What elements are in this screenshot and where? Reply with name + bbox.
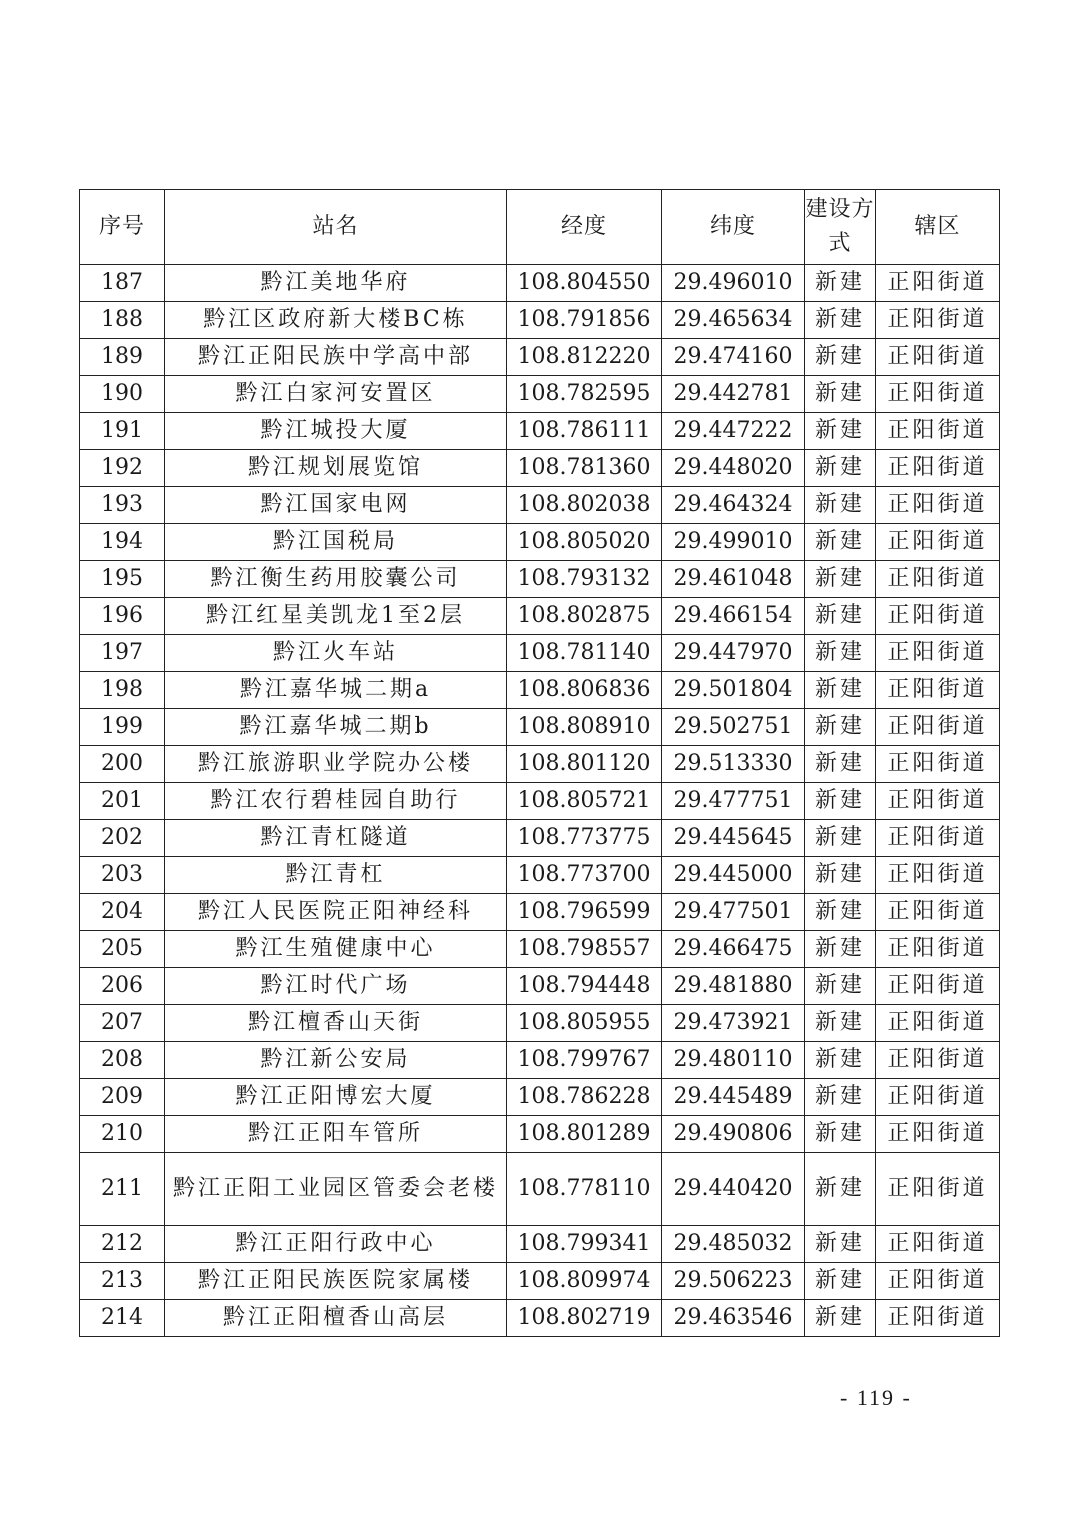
cell-build-type: 新建 — [805, 598, 876, 635]
table-row — [80, 1116, 1000, 1153]
table-row — [80, 635, 1000, 672]
cell-no: 198 — [80, 672, 165, 709]
cell-longitude: 108.799341 — [507, 1226, 662, 1263]
cell-build-type: 新建 — [805, 709, 876, 746]
cell-name: 黔江国家电网 — [165, 487, 507, 524]
cell-district: 正阳街道 — [876, 1300, 1000, 1337]
cell-latitude: 29.513330 — [662, 746, 805, 783]
table-header-row — [80, 190, 1000, 265]
cell-no: 194 — [80, 524, 165, 561]
cell-name: 黔江区政府新大楼BC栋 — [165, 302, 507, 339]
cell-latitude: 29.501804 — [662, 672, 805, 709]
cell-longitude: 108.786111 — [507, 413, 662, 450]
cell-latitude: 29.481880 — [662, 968, 805, 1005]
cell-latitude: 29.490806 — [662, 1116, 805, 1153]
cell-build-type: 新建 — [805, 820, 876, 857]
cell-longitude: 108.786228 — [507, 1079, 662, 1116]
cell-latitude: 29.480110 — [662, 1042, 805, 1079]
cell-district: 正阳街道 — [876, 709, 1000, 746]
cell-build-type: 新建 — [805, 931, 876, 968]
cell-build-type: 新建 — [805, 450, 876, 487]
cell-no: 195 — [80, 561, 165, 598]
cell-name: 黔江新公安局 — [165, 1042, 507, 1079]
cell-name: 黔江国税局 — [165, 524, 507, 561]
header-longitude: 经度 — [507, 190, 662, 265]
cell-latitude: 29.502751 — [662, 709, 805, 746]
cell-no: 190 — [80, 376, 165, 413]
cell-latitude: 29.466154 — [662, 598, 805, 635]
cell-build-type: 新建 — [805, 265, 876, 302]
cell-longitude: 108.806836 — [507, 672, 662, 709]
cell-latitude: 29.461048 — [662, 561, 805, 598]
cell-longitude: 108.793132 — [507, 561, 662, 598]
cell-district: 正阳街道 — [876, 1226, 1000, 1263]
cell-no: 200 — [80, 746, 165, 783]
cell-no: 196 — [80, 598, 165, 635]
cell-no: 192 — [80, 450, 165, 487]
cell-name: 黔江美地华府 — [165, 265, 507, 302]
table-row — [80, 894, 1000, 931]
header-build-type: 建设方式 — [805, 190, 876, 265]
table-row — [80, 1263, 1000, 1300]
table-row — [80, 1079, 1000, 1116]
cell-build-type: 新建 — [805, 1263, 876, 1300]
cell-longitude: 108.805721 — [507, 783, 662, 820]
table-row — [80, 1042, 1000, 1079]
cell-build-type: 新建 — [805, 1116, 876, 1153]
cell-latitude: 29.447970 — [662, 635, 805, 672]
cell-name: 黔江农行碧桂园自助行 — [165, 783, 507, 820]
cell-no: 206 — [80, 968, 165, 1005]
cell-longitude: 108.781140 — [507, 635, 662, 672]
cell-name: 黔江白家河安置区 — [165, 376, 507, 413]
table-row — [80, 487, 1000, 524]
cell-district: 正阳街道 — [876, 1263, 1000, 1300]
cell-name: 黔江正阳檀香山高层 — [165, 1300, 507, 1337]
table-body — [80, 265, 1000, 1337]
cell-district: 正阳街道 — [876, 265, 1000, 302]
cell-district: 正阳街道 — [876, 635, 1000, 672]
cell-latitude: 29.447222 — [662, 413, 805, 450]
cell-longitude: 108.782595 — [507, 376, 662, 413]
cell-district: 正阳街道 — [876, 1079, 1000, 1116]
cell-name: 黔江火车站 — [165, 635, 507, 672]
cell-district: 正阳街道 — [876, 1153, 1000, 1226]
cell-build-type: 新建 — [805, 376, 876, 413]
cell-latitude: 29.442781 — [662, 376, 805, 413]
cell-longitude: 108.796599 — [507, 894, 662, 931]
cell-latitude: 29.448020 — [662, 450, 805, 487]
cell-name: 黔江衡生药用胶囊公司 — [165, 561, 507, 598]
cell-district: 正阳街道 — [876, 746, 1000, 783]
table-row — [80, 598, 1000, 635]
cell-no: 201 — [80, 783, 165, 820]
cell-build-type: 新建 — [805, 1300, 876, 1337]
cell-no: 212 — [80, 1226, 165, 1263]
cell-no: 203 — [80, 857, 165, 894]
cell-name: 黔江城投大厦 — [165, 413, 507, 450]
cell-district: 正阳街道 — [876, 1042, 1000, 1079]
cell-name: 黔江时代广场 — [165, 968, 507, 1005]
cell-name: 黔江嘉华城二期a — [165, 672, 507, 709]
cell-district: 正阳街道 — [876, 894, 1000, 931]
cell-longitude: 108.791856 — [507, 302, 662, 339]
cell-no: 207 — [80, 1005, 165, 1042]
table-row — [80, 1153, 1000, 1226]
cell-name: 黔江人民医院正阳神经科 — [165, 894, 507, 931]
table-row — [80, 746, 1000, 783]
cell-district: 正阳街道 — [876, 487, 1000, 524]
cell-no: 193 — [80, 487, 165, 524]
cell-name: 黔江檀香山天街 — [165, 1005, 507, 1042]
cell-name: 黔江正阳工业园区管委会老楼 — [165, 1153, 507, 1226]
cell-no: 211 — [80, 1153, 165, 1226]
cell-latitude: 29.465634 — [662, 302, 805, 339]
cell-district: 正阳街道 — [876, 524, 1000, 561]
cell-district: 正阳街道 — [876, 857, 1000, 894]
table-row — [80, 931, 1000, 968]
table-row — [80, 524, 1000, 561]
cell-no: 204 — [80, 894, 165, 931]
table-row — [80, 709, 1000, 746]
cell-longitude: 108.773700 — [507, 857, 662, 894]
cell-latitude: 29.445645 — [662, 820, 805, 857]
cell-latitude: 29.473921 — [662, 1005, 805, 1042]
table-row — [80, 561, 1000, 598]
cell-no: 202 — [80, 820, 165, 857]
cell-no: 214 — [80, 1300, 165, 1337]
cell-name: 黔江正阳民族医院家属楼 — [165, 1263, 507, 1300]
cell-district: 正阳街道 — [876, 931, 1000, 968]
cell-longitude: 108.804550 — [507, 265, 662, 302]
cell-longitude: 108.799767 — [507, 1042, 662, 1079]
station-table — [79, 189, 1000, 1337]
cell-longitude: 108.778110 — [507, 1153, 662, 1226]
cell-name: 黔江规划展览馆 — [165, 450, 507, 487]
header-district: 辖区 — [876, 190, 1000, 265]
cell-latitude: 29.464324 — [662, 487, 805, 524]
cell-longitude: 108.809974 — [507, 1263, 662, 1300]
cell-latitude: 29.506223 — [662, 1263, 805, 1300]
cell-build-type: 新建 — [805, 894, 876, 931]
cell-name: 黔江青杠隧道 — [165, 820, 507, 857]
header-latitude: 纬度 — [662, 190, 805, 265]
cell-build-type: 新建 — [805, 339, 876, 376]
cell-district: 正阳街道 — [876, 598, 1000, 635]
cell-build-type: 新建 — [805, 783, 876, 820]
cell-build-type: 新建 — [805, 1005, 876, 1042]
cell-latitude: 29.463546 — [662, 1300, 805, 1337]
cell-latitude: 29.499010 — [662, 524, 805, 561]
table-row — [80, 413, 1000, 450]
cell-latitude: 29.466475 — [662, 931, 805, 968]
table-row — [80, 1005, 1000, 1042]
table-row — [80, 450, 1000, 487]
cell-build-type: 新建 — [805, 635, 876, 672]
cell-name: 黔江正阳民族中学高中部 — [165, 339, 507, 376]
cell-district: 正阳街道 — [876, 672, 1000, 709]
cell-longitude: 108.802875 — [507, 598, 662, 635]
cell-no: 197 — [80, 635, 165, 672]
cell-district: 正阳街道 — [876, 339, 1000, 376]
table-row — [80, 857, 1000, 894]
cell-name: 黔江旅游职业学院办公楼 — [165, 746, 507, 783]
cell-latitude: 29.440420 — [662, 1153, 805, 1226]
table-row — [80, 302, 1000, 339]
cell-longitude: 108.801120 — [507, 746, 662, 783]
cell-latitude: 29.477501 — [662, 894, 805, 931]
cell-longitude: 108.773775 — [507, 820, 662, 857]
cell-no: 205 — [80, 931, 165, 968]
cell-district: 正阳街道 — [876, 1005, 1000, 1042]
cell-district: 正阳街道 — [876, 413, 1000, 450]
cell-longitude: 108.781360 — [507, 450, 662, 487]
cell-latitude: 29.445000 — [662, 857, 805, 894]
table-row — [80, 820, 1000, 857]
table-row — [80, 376, 1000, 413]
cell-no: 189 — [80, 339, 165, 376]
cell-build-type: 新建 — [805, 746, 876, 783]
cell-district: 正阳街道 — [876, 376, 1000, 413]
cell-district: 正阳街道 — [876, 783, 1000, 820]
cell-name: 黔江红星美凯龙1至2层 — [165, 598, 507, 635]
cell-build-type: 新建 — [805, 561, 876, 598]
cell-build-type: 新建 — [805, 1226, 876, 1263]
cell-build-type: 新建 — [805, 302, 876, 339]
cell-longitude: 108.812220 — [507, 339, 662, 376]
cell-no: 188 — [80, 302, 165, 339]
cell-no: 208 — [80, 1042, 165, 1079]
cell-district: 正阳街道 — [876, 302, 1000, 339]
cell-build-type: 新建 — [805, 413, 876, 450]
table-row — [80, 672, 1000, 709]
table-row — [80, 265, 1000, 302]
page-number: - 119 - — [840, 1385, 912, 1410]
cell-build-type: 新建 — [805, 487, 876, 524]
cell-name: 黔江生殖健康中心 — [165, 931, 507, 968]
cell-district: 正阳街道 — [876, 561, 1000, 598]
cell-name: 黔江青杠 — [165, 857, 507, 894]
cell-district: 正阳街道 — [876, 820, 1000, 857]
cell-longitude: 108.802038 — [507, 487, 662, 524]
table-row — [80, 339, 1000, 376]
cell-district: 正阳街道 — [876, 968, 1000, 1005]
table-row — [80, 783, 1000, 820]
cell-no: 187 — [80, 265, 165, 302]
table-row — [80, 968, 1000, 1005]
cell-latitude: 29.445489 — [662, 1079, 805, 1116]
cell-name: 黔江正阳博宏大厦 — [165, 1079, 507, 1116]
cell-longitude: 108.801289 — [507, 1116, 662, 1153]
cell-longitude: 108.805955 — [507, 1005, 662, 1042]
cell-longitude: 108.798557 — [507, 931, 662, 968]
header-no: 序号 — [80, 190, 165, 265]
cell-latitude: 29.485032 — [662, 1226, 805, 1263]
cell-latitude: 29.477751 — [662, 783, 805, 820]
cell-build-type: 新建 — [805, 1042, 876, 1079]
cell-longitude: 108.808910 — [507, 709, 662, 746]
cell-longitude: 108.794448 — [507, 968, 662, 1005]
cell-name: 黔江正阳行政中心 — [165, 1226, 507, 1263]
cell-no: 213 — [80, 1263, 165, 1300]
table-row — [80, 1226, 1000, 1263]
cell-build-type: 新建 — [805, 672, 876, 709]
cell-build-type: 新建 — [805, 524, 876, 561]
cell-latitude: 29.496010 — [662, 265, 805, 302]
cell-build-type: 新建 — [805, 1079, 876, 1116]
cell-name: 黔江嘉华城二期b — [165, 709, 507, 746]
cell-longitude: 108.805020 — [507, 524, 662, 561]
cell-district: 正阳街道 — [876, 1116, 1000, 1153]
cell-no: 191 — [80, 413, 165, 450]
cell-build-type: 新建 — [805, 857, 876, 894]
cell-district: 正阳街道 — [876, 450, 1000, 487]
table-row — [80, 1300, 1000, 1337]
cell-name: 黔江正阳车管所 — [165, 1116, 507, 1153]
cell-no: 210 — [80, 1116, 165, 1153]
cell-build-type: 新建 — [805, 1153, 876, 1226]
cell-no: 209 — [80, 1079, 165, 1116]
header-name: 站名 — [165, 190, 507, 265]
cell-longitude: 108.802719 — [507, 1300, 662, 1337]
cell-no: 199 — [80, 709, 165, 746]
cell-latitude: 29.474160 — [662, 339, 805, 376]
cell-build-type: 新建 — [805, 968, 876, 1005]
